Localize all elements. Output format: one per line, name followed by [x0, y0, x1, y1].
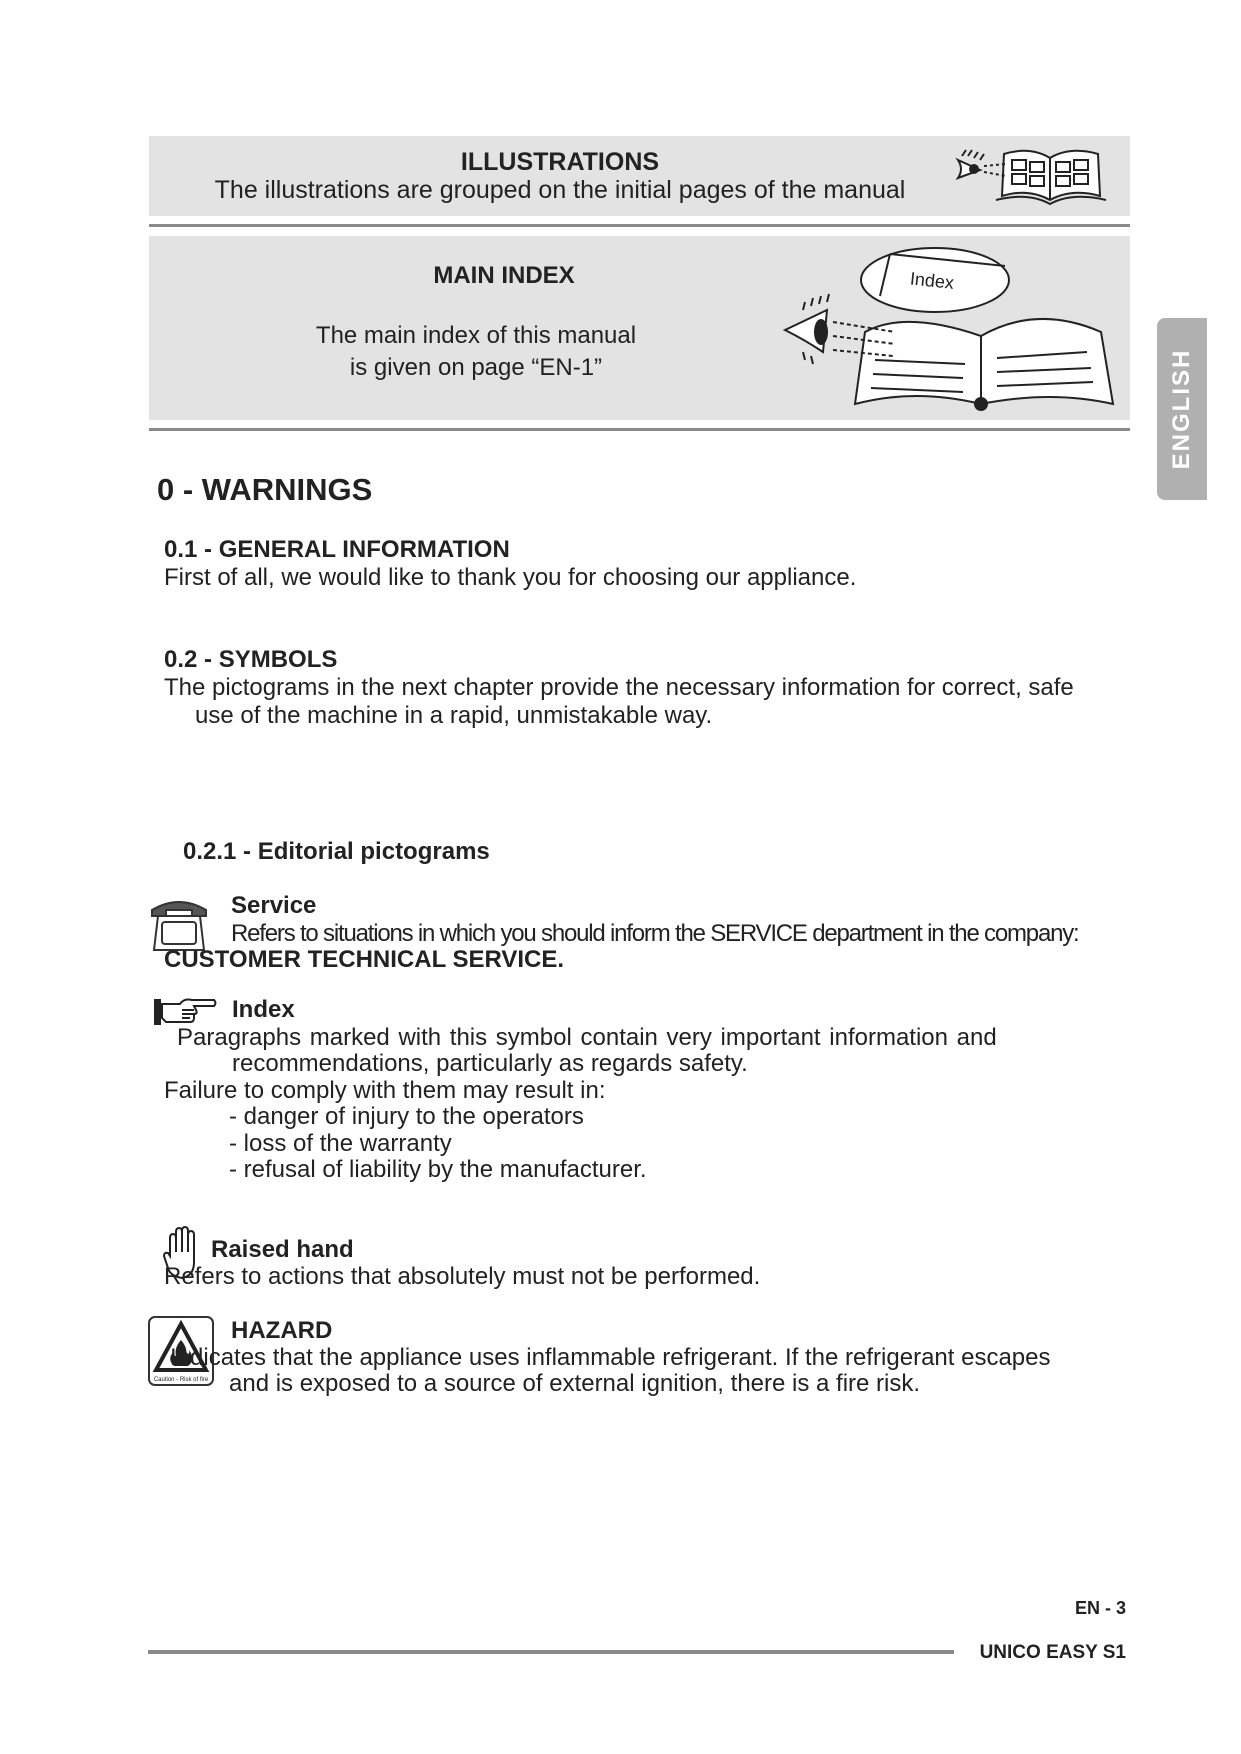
main-index-line1: The main index of this manual	[315, 322, 637, 349]
list-item: - danger of injury to the operators	[229, 1103, 584, 1130]
raised-hand-text: Refers to actions that absolutely must not be performed.	[164, 1263, 761, 1290]
language-tab	[1157, 318, 1207, 500]
illustrations-text: The illustrations are grouped on the initial pages of the manual	[214, 176, 906, 204]
list-item: - loss of the warranty	[229, 1130, 452, 1157]
divider	[149, 428, 1130, 431]
section-heading-warnings: 0 - WARNINGS	[157, 472, 373, 507]
service-text: Refers to situations in which you should inform the SERVICE department in the company:	[231, 920, 1079, 947]
heading-editorial-pictograms: 0.2.1 - Editorial pictograms	[183, 838, 490, 865]
language-tab-label: ENGLISH	[1168, 348, 1195, 470]
hazard-text-line2: and is exposed to a source of external ignition, there is a fire risk.	[229, 1370, 921, 1397]
hazard-text-line1: Indicates that the appliance uses inflammable refrigerant. If the refrigerant escapes	[170, 1344, 1051, 1371]
open-book-icon	[950, 142, 1125, 208]
hazard-icon-caption: Caution - Risk of fire	[153, 1377, 209, 1383]
raised-hand-title: Raised hand	[211, 1236, 354, 1263]
main-index-title: MAIN INDEX	[433, 262, 575, 289]
pointing-hand-icon	[154, 996, 218, 1026]
page-number: EN - 3	[1074, 1598, 1126, 1618]
service-title: Service	[231, 892, 317, 919]
book-index-icon	[775, 240, 1125, 412]
hazard-title: HAZARD	[231, 1317, 333, 1344]
divider	[149, 224, 1130, 227]
footer-rule	[148, 1650, 954, 1654]
list-item: - refusal of liability by the manufacturer.	[229, 1156, 647, 1183]
general-information-text: First of all, we would like to thank you for choosing our appliance.	[164, 564, 857, 591]
index-pictogram-title: Index	[232, 996, 295, 1023]
index-callout-text: Index	[909, 268, 955, 293]
index-text-line1: Paragraphs marked with this symbol contain very important information and	[177, 1024, 997, 1051]
illustrations-title: ILLUSTRATIONS	[460, 148, 660, 176]
service-bold-text: CUSTOMER TECHNICAL SERVICE.	[164, 946, 565, 973]
index-text-line3: Failure to comply with them may result in:	[164, 1077, 606, 1104]
main-index-line2: is given on page “EN-1”	[349, 354, 603, 381]
heading-general-information: 0.1 - GENERAL INFORMATION	[164, 536, 510, 563]
index-text-line2: recommendations, particularly as regards safety.	[232, 1050, 748, 1077]
heading-symbols: 0.2 - SYMBOLS	[164, 646, 338, 673]
symbols-text-line2: use of the machine in a rapid, unmistakable way.	[195, 702, 713, 729]
symbols-text-line1: The pictograms in the next chapter provide the necessary information for correct, safe	[164, 674, 1074, 701]
model-name: UNICO EASY S1	[979, 1642, 1126, 1663]
